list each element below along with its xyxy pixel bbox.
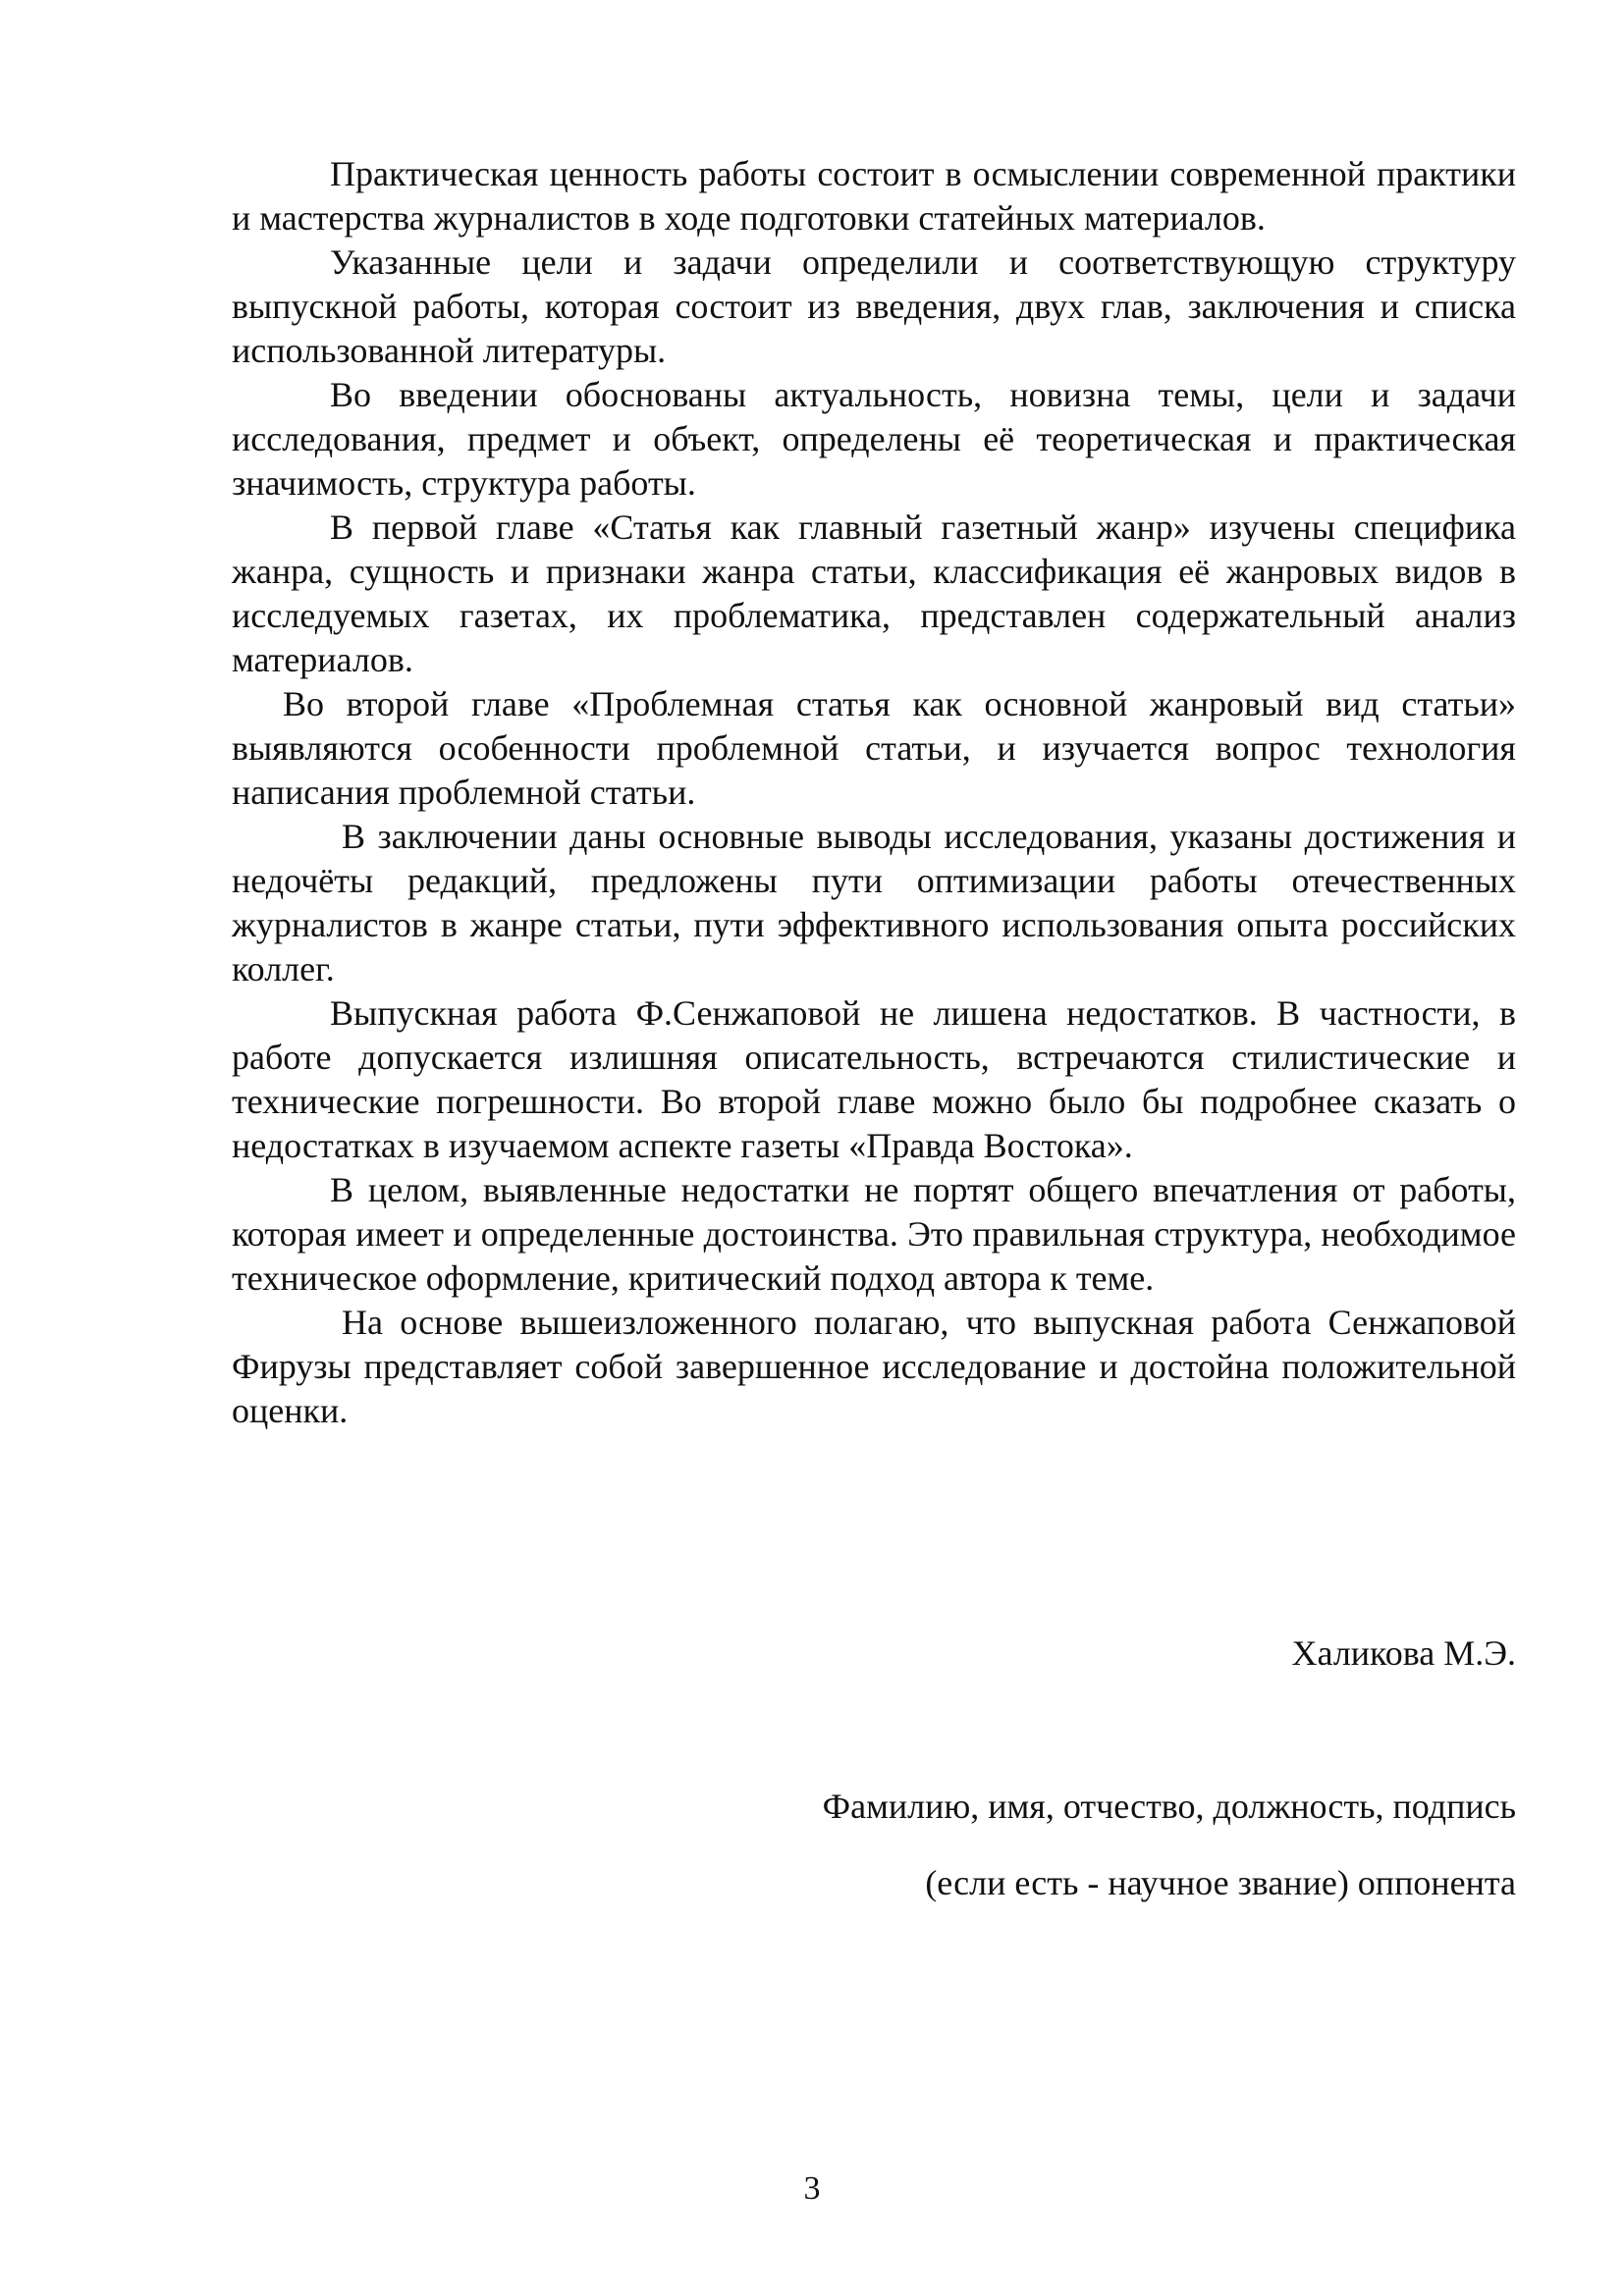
paragraph-chapter-two: Во второй главе «Проблемная статья как основной жанровый вид статьи» выявляются особенности проблемной статьи, и изучается вопрос технология написания проблемной статьи. [232,684,1516,812]
paragraph-introduction: Во введении обоснованы актуальность, новизна темы, цели и задачи исследования, предмет и объект, определены её теоретическая и практическая значимость, структура работы. [232,375,1516,503]
paragraph-final-assessment: На основе вышеизложенного полагаю, что выпускная работа Сенжаповой Фирузы представляет собой завершенное исследование и достойна положительной оценки. [232,1303,1516,1430]
paragraph-structure: Указанные цели и задачи определили и соответствующую структуру выпускной работы, которая состоит из введения, двух глав, заключения и списка использованной литературы. [232,242,1516,370]
signature-caption-line-1: Фамилию, имя, отчество, должность, подпись [822,1787,1516,1826]
paragraph-practical-value: Практическая ценность работы состоит в осмыслении современной практики и мастерства журналистов в ходе подготовки статейных материалов. [232,154,1516,238]
paragraph-chapter-one: В первой главе «Статья как главный газетный жанр» изучены специфика жанра, сущность и признаки жанра статьи, классификация её жанровых видов в исследуемых газетах, их проблематика, представлен содержательный анализ материалов. [232,507,1516,679]
review-body [232,152,1516,1433]
paragraph-conclusion: В заключении даны основные выводы исследования, указаны достижения и недочёты редакций, предложены пути оптимизации работы отечественных журналистов в жанре статьи, пути эффективного использования опыта российских коллег. [232,817,1516,988]
paragraph-merits: В целом, выявленные недостатки не портят общего впечатления от работы, которая имеет и определенные достоинства. Это правильная структура, необходимое техническое оформление, критический подход автора к теме. [232,1170,1516,1298]
reviewer-name: Халикова М.Э. [1291,1633,1516,1673]
page-number: 3 [803,2170,821,2207]
paragraph-shortcomings: Выпускная работа Ф.Сенжаповой не лишена недостатков. В частности, в работе допускается излишняя описательность, встречаются стилистические и технические погрешности. Во второй главе можно было бы подробнее сказать о недостатках в изучаемом аспекте газеты «Правда Востока». [232,993,1516,1165]
signature-caption-line-2: (если есть - научное звание) оппонента [925,1863,1516,1902]
